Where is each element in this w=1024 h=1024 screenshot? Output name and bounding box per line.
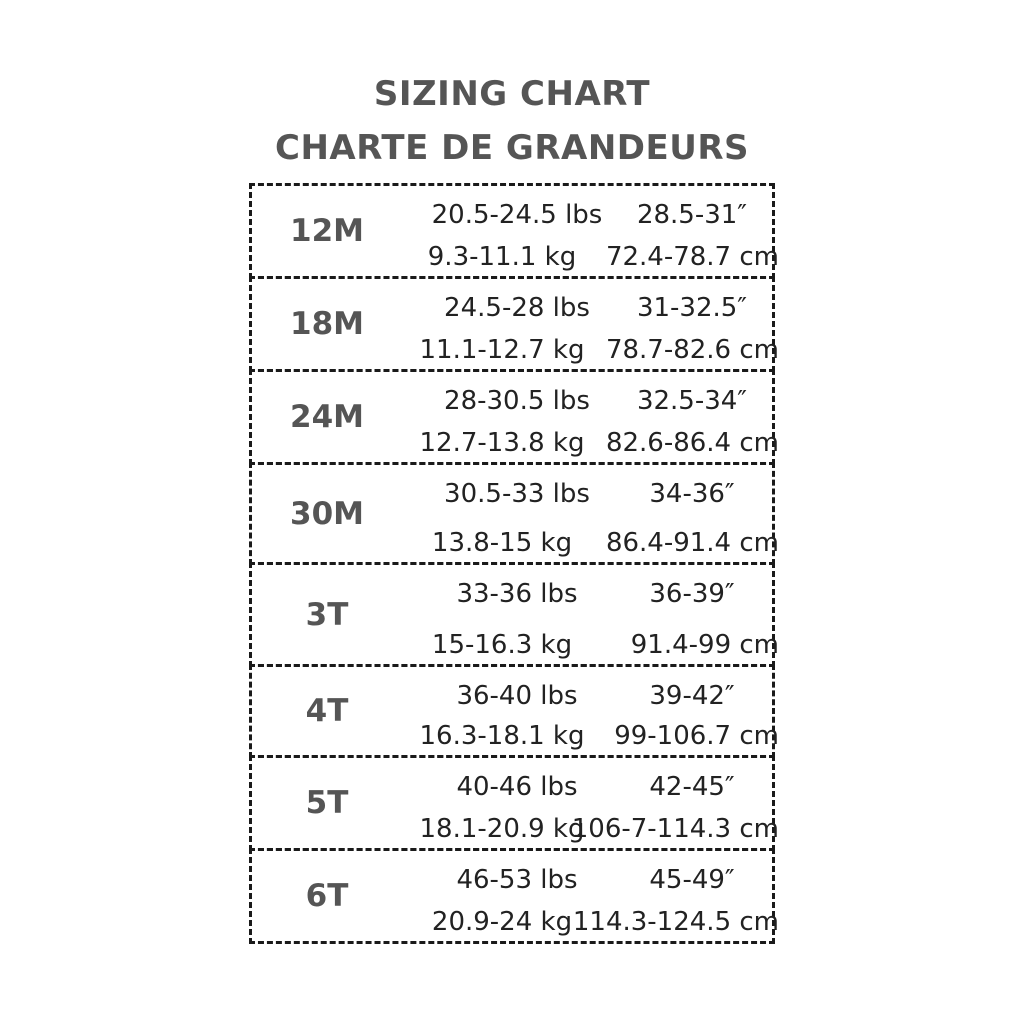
size-row-24m — [249, 369, 779, 465]
weight-lbs: 36-40 lbs — [456, 681, 578, 711]
weight-kg: 11.1-12.7 kg — [419, 335, 585, 365]
height-inches: 32.5-34″ — [636, 386, 748, 416]
size-label: 18M — [290, 306, 364, 342]
height-cm: 106-7-114.3 cm — [571, 814, 779, 844]
height-cm: 86.4-91.4 cm — [605, 528, 779, 558]
height-inches: 28.5-31″ — [636, 200, 748, 230]
weight-kg: 20.9-24 kg — [431, 907, 573, 937]
size-label: 24M — [290, 399, 364, 435]
height-inches: 42-45″ — [649, 772, 735, 802]
size-row-18m — [249, 276, 779, 372]
weight-lbs: 33-36 lbs — [456, 579, 578, 609]
height-cm: 91.4-99 cm — [630, 630, 779, 660]
size-label: 30M — [290, 495, 364, 532]
weight-lbs: 30.5-33 lbs — [444, 479, 590, 509]
weight-lbs: 20.5-24.5 lbs — [431, 200, 603, 230]
size-row-12m — [249, 183, 779, 279]
height-cm: 99-106.7 cm — [614, 721, 779, 751]
weight-kg: 15-16.3 kg — [431, 630, 573, 660]
height-inches: 45-49″ — [649, 865, 735, 895]
weight-kg: 12.7-13.8 kg — [419, 428, 585, 458]
weight-lbs: 40-46 lbs — [456, 772, 578, 802]
size-row-6t — [249, 848, 779, 944]
title-french: CHARTE DE GRANDEURS — [275, 128, 749, 168]
size-label: 4T — [305, 693, 349, 729]
weight-lbs: 46-53 lbs — [456, 865, 578, 895]
height-inches: 36-39″ — [649, 579, 735, 609]
weight-kg: 18.1-20.9 kg — [419, 814, 585, 844]
size-label: 12M — [290, 213, 364, 249]
height-inches: 34-36″ — [649, 479, 735, 509]
size-row-4t — [249, 664, 779, 758]
size-label: 3T — [305, 596, 349, 633]
sizing-table — [249, 183, 779, 944]
size-label: 6T — [305, 878, 349, 914]
size-label: 5T — [305, 785, 349, 821]
size-row-3t — [249, 562, 779, 667]
height-inches: 31-32.5″ — [636, 293, 748, 323]
weight-lbs: 24.5-28 lbs — [444, 293, 590, 323]
weight-kg: 9.3-11.1 kg — [427, 242, 577, 272]
height-cm: 114.3-124.5 cm — [572, 907, 779, 937]
size-row-30m — [249, 462, 779, 565]
height-cm: 78.7-82.6 cm — [605, 335, 779, 365]
weight-kg: 13.8-15 kg — [431, 528, 573, 558]
title-english: SIZING CHART — [373, 74, 651, 114]
size-row-5t — [249, 755, 779, 851]
height-inches: 39-42″ — [649, 681, 735, 711]
height-cm: 72.4-78.7 cm — [605, 242, 779, 272]
weight-lbs: 28-30.5 lbs — [444, 386, 590, 416]
weight-kg: 16.3-18.1 kg — [419, 721, 585, 751]
height-cm: 82.6-86.4 cm — [605, 428, 779, 458]
